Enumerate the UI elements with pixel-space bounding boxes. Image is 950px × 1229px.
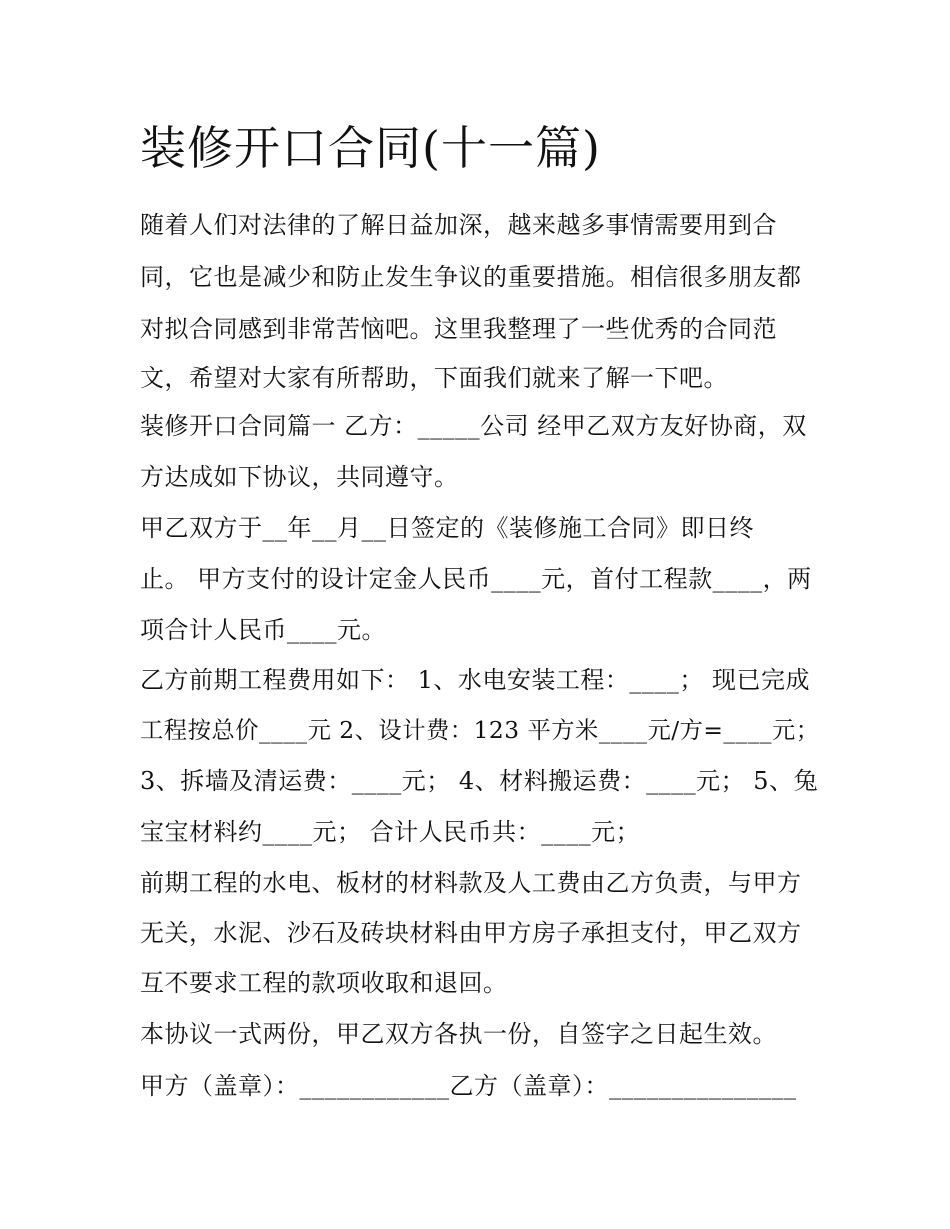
paragraph-line: 无关，水泥、沙石及砖块材料由甲方房子承担支付，甲乙双方 (140, 919, 802, 947)
paragraph-line: 宝宝材料约____元； 合计人民币共：____元； (140, 818, 641, 846)
paragraph-line: 工程按总价____元 2、设计费：123 平方米____元/方=____元； (140, 717, 820, 744)
paragraph-line: 随着人们对法律的了解日益加深，越来越多事情需要用到合 (140, 211, 777, 239)
paragraph-line: 同，它也是减少和防止发生争议的重要措施。相信很多朋友都 (140, 263, 802, 291)
paragraph-line: 项合计人民币____元。 (140, 616, 386, 644)
paragraph-line: 乙方前期工程费用如下： 1、水电安装工程：____； 现已完成 (140, 666, 811, 694)
paragraph-line: 文，希望对大家有所帮助，下面我们就来了解一下吧。 (140, 364, 728, 392)
paragraph-line: 本协议一式两份，甲乙双方各执一份，自签字之日起生效。 (140, 1020, 777, 1048)
paragraph-line: 互不要求工程的款项收取和退回。 (140, 969, 508, 997)
signature-line: 甲方（盖章）：____________乙方（盖章）：_______________ (140, 1072, 797, 1100)
paragraph-line: 前期工程的水电、板材的材料款及人工费由乙方负责，与甲方 (140, 869, 802, 897)
paragraph-line: 甲乙双方于__年__月__日签定的《装修施工合同》即日终 (140, 514, 754, 542)
paragraph-line: 3、拆墙及清运费：____元； 4、材料搬运费：____元； 5、兔 (140, 767, 819, 795)
paragraph-line: 方达成如下协议，共同遵守。 (140, 463, 459, 491)
paragraph-line: 对拟合同感到非常苦恼吧。这里我整理了一些优秀的合同范 (140, 315, 777, 343)
paragraph-line: 止。 甲方支付的设计定金人民币____元，首付工程款____，两 (140, 565, 812, 593)
document-title: 装修开口合同(十一篇) (140, 121, 601, 175)
paragraph-line: 装修开口合同篇一 乙方：_____公司 经甲乙双方友好协商，双 (140, 412, 807, 440)
